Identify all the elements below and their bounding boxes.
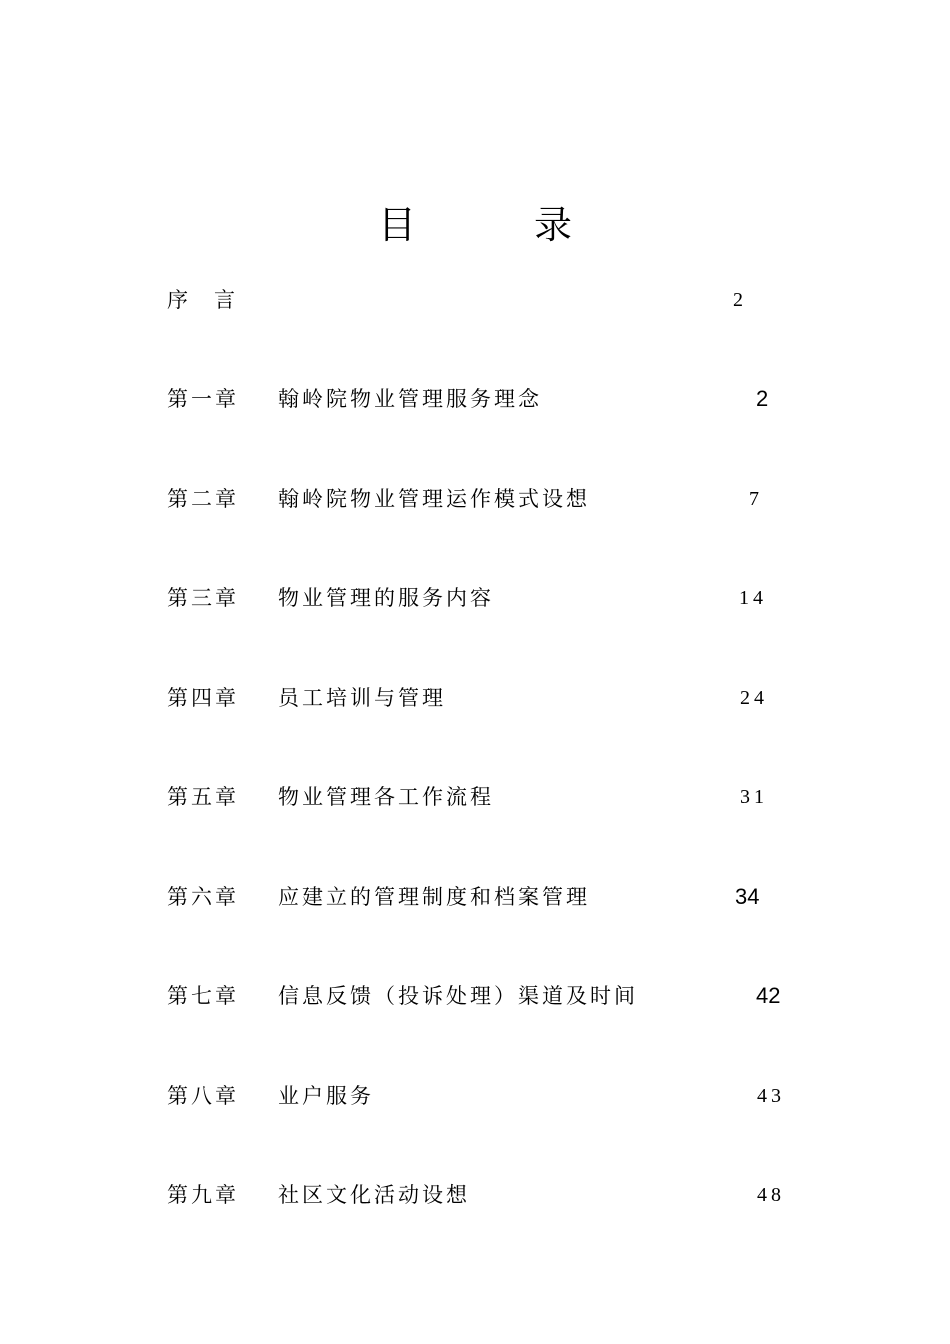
toc-entry-chapter-5 [0,779,950,815]
toc-entry-chapter-6 [0,879,950,915]
toc-entry-chapter-1 [0,381,950,417]
toc-entry-preface [0,282,950,318]
toc-page-number: 48 [757,1184,785,1206]
toc-chapter-heading: 翰岭院物业管理运作模式设想 [278,487,590,511]
toc-chapter-label: 第五章 [167,785,239,809]
toc-chapter-heading: 社区文化活动设想 [278,1183,470,1207]
toc-chapter-label: 第六章 [167,885,239,909]
toc-chapter-label: 第二章 [167,487,239,511]
toc-chapter-heading: 物业管理的服务内容 [278,586,494,610]
toc-chapter-label: 第四章 [167,686,239,710]
toc-chapter-heading: 翰岭院物业管理服务理念 [278,387,542,411]
toc-page-number: 7 [749,488,763,510]
toc-page-number: 42 [756,983,781,1008]
toc-page-number: 14 [739,587,767,609]
toc-chapter-label: 序言 [167,288,261,312]
toc-entry-chapter-2 [0,481,950,517]
toc-chapter-heading: 员工培训与管理 [278,686,446,710]
toc-entry-chapter-3 [0,580,950,616]
toc-chapter-label: 第九章 [167,1183,239,1207]
toc-chapter-label: 第一章 [167,387,239,411]
toc-chapter-heading: 业户服务 [278,1084,374,1108]
toc-page-number: 43 [757,1085,785,1107]
toc-page-number: 24 [740,687,768,709]
toc-page-number: 31 [740,786,768,808]
toc-chapter-heading: 应建立的管理制度和档案管理 [278,885,590,909]
toc-entry-chapter-8 [0,1078,950,1114]
toc-page-number: 34 [735,884,760,909]
toc-entry-chapter-7 [0,978,950,1014]
toc-title: 目 录 [377,203,612,247]
toc-chapter-label: 第八章 [167,1084,239,1108]
toc-entry-chapter-4 [0,680,950,716]
toc-page-number: 2 [733,289,747,311]
toc-page-number: 2 [756,386,769,411]
toc-chapter-label: 第七章 [167,984,239,1008]
toc-entry-chapter-9 [0,1177,950,1213]
toc-chapter-heading: 物业管理各工作流程 [278,785,494,809]
toc-chapter-heading: 信息反馈（投诉处理）渠道及时间 [278,984,638,1008]
toc-chapter-label: 第三章 [167,586,239,610]
